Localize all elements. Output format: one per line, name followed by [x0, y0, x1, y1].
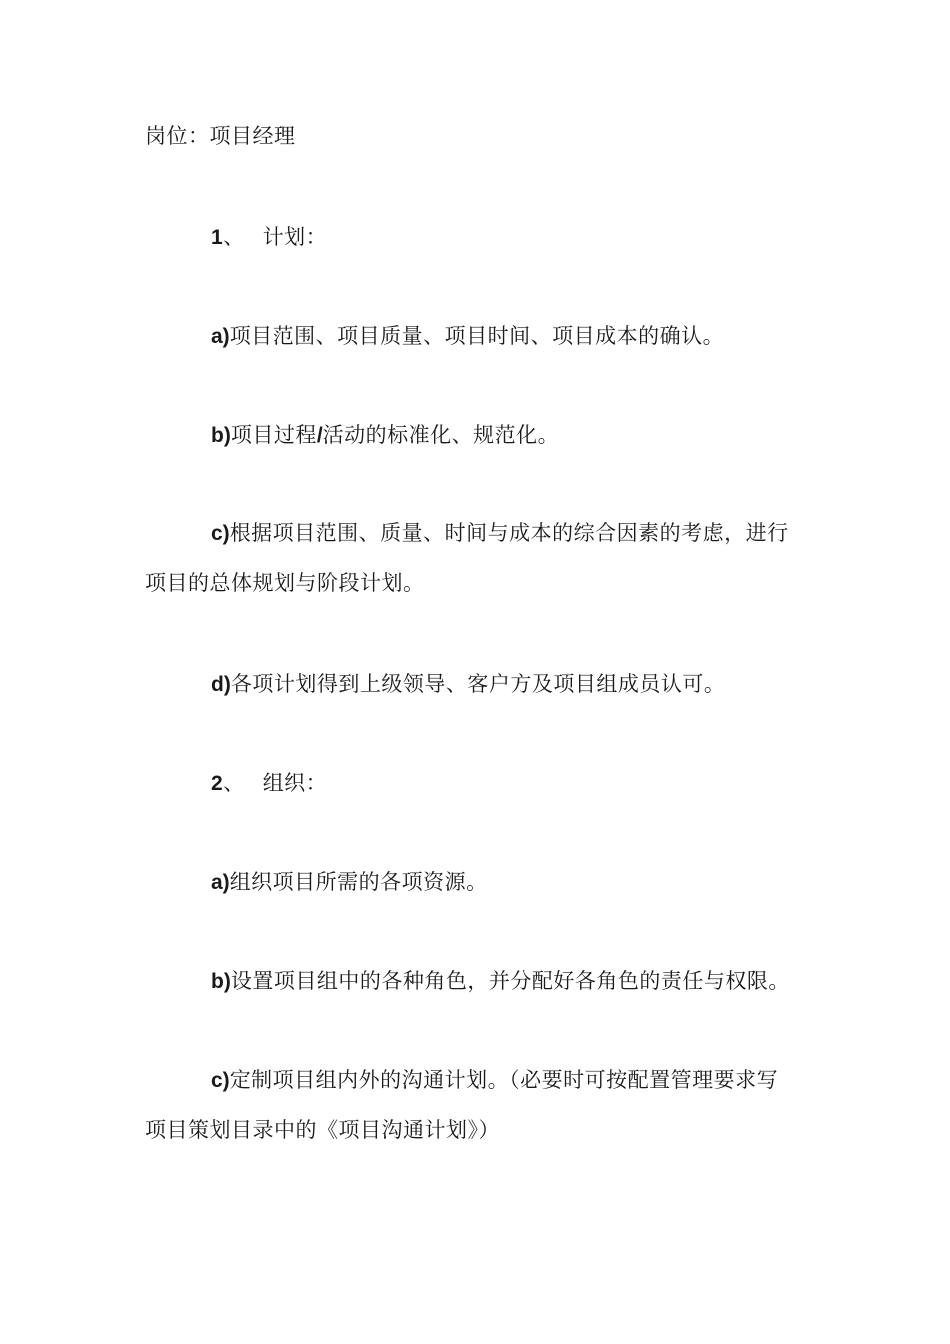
- list-item: [211, 520, 789, 547]
- item-text: 组织项目所需的各项资源。: [229, 870, 488, 894]
- item-text: 各项计划得到上级领导、客户方及项目组成员认可。: [230, 672, 726, 696]
- item-text: 活动的标准化、规范化。: [322, 423, 560, 447]
- item-slash: /: [316, 424, 323, 447]
- item-text: 定制项目组内外的沟通计划。（必要时可按配置管理要求写: [229, 1068, 779, 1092]
- list-item-continuation: 项目策划目录中的《项目沟通计划》）: [145, 1118, 500, 1142]
- section-heading-plan: [211, 224, 327, 251]
- item-marker: d): [211, 673, 231, 696]
- list-item: [211, 422, 559, 449]
- section-number: 2: [211, 772, 224, 795]
- section-title: 计划：: [262, 225, 328, 249]
- item-marker: a): [211, 871, 230, 894]
- item-marker: b): [211, 424, 231, 447]
- item-text: 项目过程: [230, 423, 317, 447]
- item-text: 设置项目组中的各种角色，并分配好各角色的责任与权限。: [230, 969, 790, 993]
- list-item: [211, 323, 724, 350]
- section-separator: 、: [223, 771, 245, 795]
- section-number: 1: [211, 226, 224, 249]
- section-title: 组织：: [262, 771, 328, 795]
- list-item: [211, 869, 488, 896]
- list-item: [211, 1067, 778, 1094]
- section-separator: 、: [223, 225, 245, 249]
- list-item-continuation: 项目的总体规划与阶段计划。: [145, 571, 425, 595]
- position-title: 岗位：项目经理: [145, 124, 296, 148]
- list-item: [211, 968, 790, 995]
- section-heading-organize: [211, 770, 327, 797]
- item-text: 项目范围、项目质量、项目时间、项目成本的确认。: [229, 324, 725, 348]
- item-text: 根据项目范围、质量、时间与成本的综合因素的考虑，进行: [229, 521, 789, 545]
- item-marker: a): [211, 325, 230, 348]
- item-marker: c): [211, 522, 230, 545]
- list-item: [211, 671, 725, 698]
- item-marker: b): [211, 970, 231, 993]
- item-marker: c): [211, 1069, 230, 1092]
